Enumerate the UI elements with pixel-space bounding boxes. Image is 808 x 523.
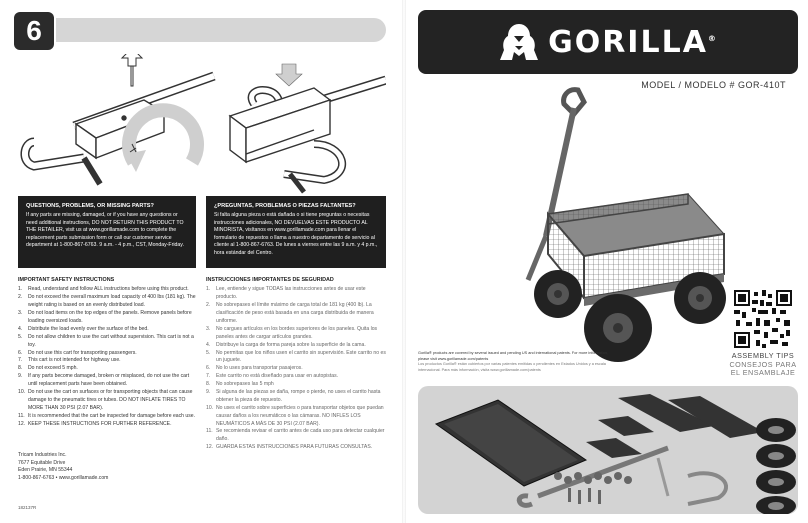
list-item: 5. No permitas que los niños usen el carrito sin supervisión. Este carrito no es un juguete. xyxy=(206,349,386,364)
page-fold xyxy=(402,0,406,523)
list-item: 11. Se recomienda revisar el carrito antes de cada uso para detectar cualquier daño. xyxy=(206,428,385,443)
questions-title-en: QUESTIONS, PROBLEMS, OR MISSING PARTS? xyxy=(26,203,154,209)
safety-title-en: IMPORTANT SAFETY INSTRUCTIONS xyxy=(18,277,115,283)
list-item: 9. Si alguna de las piezas se daña, rompe o pierde, no uses el carrito hasta obtener la pieza de repuesto. xyxy=(206,388,381,403)
questions-box-en xyxy=(18,196,196,268)
list-item: 6. No lo uses para transportar pasajeros. xyxy=(206,365,303,372)
safety-title-es: INSTRUCCIONES IMPORTANTES DE SEGURIDAD xyxy=(206,277,334,283)
list-item: 8. Do not exceed 5 mph. xyxy=(18,365,78,372)
list-item: 2. No sobrepases el límite máximo de carga total de 181 kg (400 lb). La clasificación de peso está basada en una carga distribuida de manera uniforme. xyxy=(206,302,374,324)
patent-notice xyxy=(418,351,618,374)
questions-body-en: If any parts are missing, damaged, or if you have any questions or need additional instructions, DO NOT RETURN THIS PRODUCT TO THE RETAILER, visit us at www.gorillamade.com to complete the replacement parts submission form or call our customer service department at 1-800-867-6763. 9 a.m. - 4 p.m., CST, Monday-Friday. xyxy=(26,212,184,249)
cart-bed-part xyxy=(436,400,586,486)
up-arrow-left xyxy=(122,54,142,66)
list-item: 3. Do not load items on the top edges of the panels. Remove panels before loading oversized loads. xyxy=(18,310,192,324)
questions-body-es: Si falta alguna pieza o está dañada o si tiene preguntas o necesitas instrucciones adicionales, NO DEVUELVAS ESTE PRODUCTO AL MINORISTA, visítanos en www.gorillamade.com para llenar el formulario de repuestos o llama a nuestro departamento de servicio al cliente al 1-800-867-6763. De lunes a viernes entre las 9 a.m. y 4 p.m., hora estándar del Centro. xyxy=(214,212,378,256)
step-header-bar xyxy=(56,18,386,42)
questions-box-es xyxy=(206,196,386,268)
list-item: 3. No cargues artículos en los bordes superiores de los paneles. Quita los paneles antes de cargar artículos grandes. xyxy=(206,325,378,340)
axle-part xyxy=(658,458,668,496)
qr-code[interactable] xyxy=(734,290,792,348)
end-panel-part xyxy=(598,416,654,436)
left-page xyxy=(0,0,400,523)
patent-notice-es: Los productos Gorilla® están cubiertos por varias patentes emitidas o pendientes en Estados Unidos y a escala internacional. Para más información, visita www.gorillamade.com/patents xyxy=(418,362,606,373)
list-item: 12. GUARDA ESTAS INSTRUCCIONES PARA FUTURAS CONSULTAS. xyxy=(206,444,373,451)
list-item: 8. No sobrepases las 5 mph xyxy=(206,381,274,388)
list-item: 7. This cart is not intended for highway use. xyxy=(18,357,121,364)
right-page xyxy=(408,0,808,523)
list-item: 4. Distribuye la carga de forma pareja sobre la superficie de la cama. xyxy=(206,341,366,348)
list-item: 5. Do not allow children to use the cart without supervision. This cart is not a toy. xyxy=(18,333,194,348)
list-item: 10. No uses el carrito sobre superficies o para transportar objetos que puedan causar daños a los neumáticos o las cámaras. NO INFLES LOS NEUMÁTICOS A MÁS DE 30 PSI (2.07 BAR). xyxy=(206,404,384,427)
list-item: 6. Do not use this cart for transporting passengers. xyxy=(18,349,137,356)
assembly-tips-label xyxy=(726,352,800,378)
tire-part xyxy=(756,470,796,494)
safety-instructions-en xyxy=(18,276,198,428)
company-name: Tricam Industries Inc. xyxy=(18,452,67,458)
model-number: MODEL / MODELO # GOR-410T xyxy=(641,80,786,90)
parts-illustration xyxy=(418,386,798,514)
assembly-tips-es-1: CONSEJOS PARA xyxy=(729,359,797,369)
end-panel-part xyxy=(586,438,642,458)
company-address xyxy=(18,452,108,483)
list-item: 9. If any parts become damaged, broken or misplaced, do not use the cart until replacement parts have been obtained. xyxy=(18,373,190,388)
wheel-rear-right xyxy=(674,272,726,324)
brand-banner xyxy=(418,10,798,74)
safety-instructions-es xyxy=(206,276,388,452)
list-item: 10. Do not use the cart on surfaces or for transporting objects that can cause damage to the pneumatic tires or tubes. DO NOT INFLATE TIRES TO MORE THAN 30 PSI (2.07 BAR). xyxy=(18,388,193,411)
brand-name: GORILLA® xyxy=(548,24,718,60)
parts-contents-panel xyxy=(418,386,798,514)
list-item: 1. Lee, entiende y sigue TODAS las instrucciones antes de usar este producto. xyxy=(206,286,366,301)
handle-bolt-assembly-right xyxy=(230,80,386,192)
step-6-illustration xyxy=(14,54,386,194)
tire-part xyxy=(756,444,796,468)
wagon-cart-illustration xyxy=(488,84,728,374)
list-item: 1. Read, understand and follow ALL instructions before using this product. xyxy=(18,286,189,293)
patent-notice-en: Gorilla® products are covered by several issued and pending US and international patents. For more information, please visit www.gorillamade.com/patents xyxy=(418,351,609,361)
handle-bolt-assembly-left xyxy=(25,76,214,184)
list-item: 4. Distribute the load evenly over the surface of the bed. xyxy=(18,325,149,332)
down-arrow-right xyxy=(276,64,302,86)
tire-part xyxy=(756,418,796,442)
questions-title-es: ¿PREGUNTAS, PROBLEMAS O PIEZAS FALTANTES? xyxy=(214,203,356,209)
list-item: 2. Do not exceed the overall maximum load capacity of 400 lbs (181 kg). The weight rating is based on an evenly distributed load. xyxy=(18,294,196,309)
tire-part xyxy=(756,496,796,514)
list-item: 7. Este carrito no está diseñado para usar en autopistas. xyxy=(206,373,339,380)
step-number-badge: 6 xyxy=(14,12,54,50)
document-number: 182137R xyxy=(18,505,37,510)
company-city: Eden Prairie, MN 55344 xyxy=(18,467,73,474)
company-street: 7677 Equitable Drive xyxy=(18,459,66,466)
gorilla-logo-icon xyxy=(498,22,540,62)
list-item: 12. KEEP THESE INSTRUCTIONS FOR FURTHER REFERENCE. xyxy=(18,420,172,427)
wheel-front-left xyxy=(534,270,582,318)
company-contact: 1-800-867-6763 • www.gorillamade.com xyxy=(18,474,109,481)
assembly-tips-en: ASSEMBLY TIPS xyxy=(731,351,795,360)
assembly-tips-es-2: EL ENSAMBLAJE xyxy=(730,368,796,378)
list-item: 11. It is recommended that the cart be inspected for damage before each use. xyxy=(18,412,196,419)
